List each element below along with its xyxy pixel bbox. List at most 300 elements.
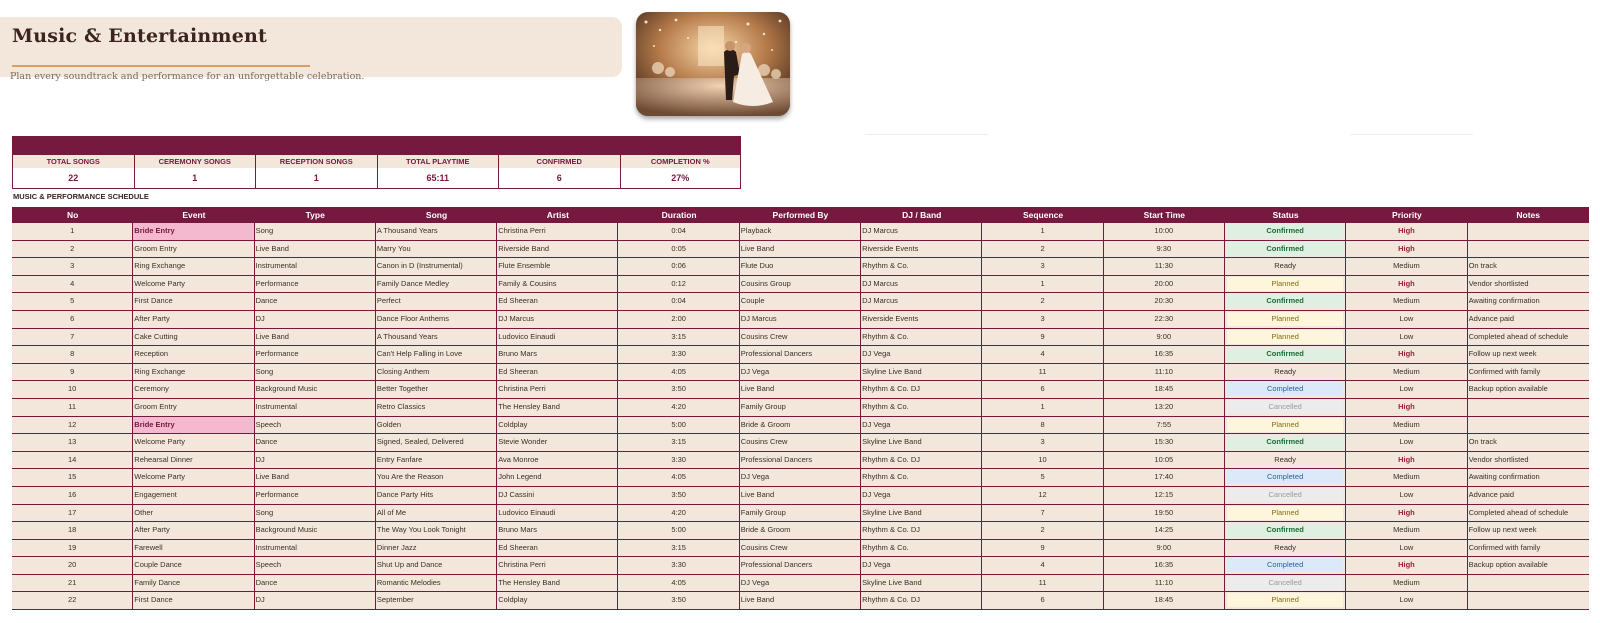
cell-no[interactable]: 15 xyxy=(12,469,133,486)
column-header-duration[interactable]: Duration xyxy=(661,210,697,220)
cell-performed-by[interactable]: Live Band xyxy=(740,592,861,609)
cell-dj-band[interactable]: DJ Vega xyxy=(861,346,982,363)
cell-performed-by[interactable]: DJ Vega xyxy=(740,364,861,381)
cell-artist[interactable]: DJ Marcus xyxy=(497,311,618,328)
cell-performed-by[interactable]: Professional Dancers xyxy=(740,452,861,469)
cell-dj-band[interactable]: Rhythm & Co. DJ xyxy=(861,381,982,398)
cell-sequence[interactable]: 2 xyxy=(982,241,1103,258)
cell-artist[interactable]: Flute Ensemble xyxy=(497,258,618,275)
cell-duration[interactable]: 0:06 xyxy=(618,258,739,275)
cell-artist[interactable]: Ava Monroe xyxy=(497,452,618,469)
cell-start-time[interactable]: 10:00 xyxy=(1104,223,1225,240)
cell-no[interactable]: 7 xyxy=(12,329,133,346)
cell-status[interactable] xyxy=(1225,452,1346,469)
cell-sequence[interactable]: 8 xyxy=(982,417,1103,434)
cell-duration[interactable]: 3:15 xyxy=(618,329,739,346)
cell-sequence[interactable]: 1 xyxy=(982,276,1103,293)
cell-artist[interactable]: Ed Sheeran xyxy=(497,364,618,381)
cell-no[interactable]: 13 xyxy=(12,434,133,451)
cell-priority[interactable]: High xyxy=(1346,223,1467,240)
cell-type[interactable]: Song xyxy=(255,223,376,240)
cell-start-time[interactable]: 11:10 xyxy=(1104,575,1225,592)
cell-priority[interactable]: Low xyxy=(1346,540,1467,557)
cell-event[interactable]: Welcome Party xyxy=(133,469,254,486)
cell-artist[interactable]: Christina Perri xyxy=(497,223,618,240)
cell-artist[interactable]: Bruno Mars xyxy=(497,522,618,539)
cell-song[interactable]: Closing Anthem xyxy=(376,364,497,381)
table-row[interactable] xyxy=(12,311,1589,329)
cell-notes[interactable] xyxy=(1468,241,1589,258)
cell-start-time[interactable]: 7:55 xyxy=(1104,417,1225,434)
cell-dj-band[interactable]: Rhythm & Co. DJ xyxy=(861,452,982,469)
cell-status[interactable] xyxy=(1225,522,1346,539)
cell-sequence[interactable]: 4 xyxy=(982,346,1103,363)
cell-duration[interactable]: 0:05 xyxy=(618,241,739,258)
cell-duration[interactable]: 4:20 xyxy=(618,505,739,522)
cell-performed-by[interactable]: Live Band xyxy=(740,381,861,398)
cell-start-time[interactable]: 9:00 xyxy=(1104,540,1225,557)
cell-no[interactable]: 8 xyxy=(12,346,133,363)
cell-dj-band[interactable]: Skyline Live Band xyxy=(861,364,982,381)
cell-type[interactable]: Live Band xyxy=(255,329,376,346)
cell-artist[interactable]: Christina Perri xyxy=(497,557,618,574)
cell-type[interactable]: Dance xyxy=(255,575,376,592)
cell-song[interactable]: Perfect xyxy=(376,293,497,310)
cell-song[interactable]: Can't Help Falling in Love xyxy=(376,346,497,363)
cell-type[interactable]: DJ xyxy=(255,311,376,328)
cell-type[interactable]: Speech xyxy=(255,417,376,434)
cell-start-time[interactable]: 11:10 xyxy=(1104,364,1225,381)
column-header-performed-by[interactable]: Performed By xyxy=(772,210,829,220)
cell-dj-band[interactable]: DJ Vega xyxy=(861,417,982,434)
cell-song[interactable]: The Way You Look Tonight xyxy=(376,522,497,539)
cell-artist[interactable]: Stevie Wonder xyxy=(497,434,618,451)
cell-no[interactable]: 2 xyxy=(12,241,133,258)
cell-performed-by[interactable]: Cousins Crew xyxy=(740,329,861,346)
cell-type[interactable]: Dance xyxy=(255,293,376,310)
table-row[interactable] xyxy=(12,293,1589,311)
cell-event[interactable]: Family Dance xyxy=(133,575,254,592)
cell-notes[interactable] xyxy=(1468,417,1589,434)
cell-sequence[interactable]: 6 xyxy=(982,381,1103,398)
cell-event[interactable]: First Dance xyxy=(133,592,254,609)
cell-start-time[interactable]: 14:25 xyxy=(1104,522,1225,539)
cell-notes[interactable] xyxy=(1468,575,1589,592)
cell-no[interactable]: 21 xyxy=(12,575,133,592)
cell-song[interactable]: Dance Floor Anthems xyxy=(376,311,497,328)
cell-event[interactable]: After Party xyxy=(133,522,254,539)
cell-type[interactable]: Dance xyxy=(255,434,376,451)
cell-sequence[interactable]: 7 xyxy=(982,505,1103,522)
cell-status[interactable] xyxy=(1225,311,1346,328)
cell-performed-by[interactable]: Live Band xyxy=(740,241,861,258)
cell-type[interactable]: Instrumental xyxy=(255,258,376,275)
table-row[interactable] xyxy=(12,522,1589,540)
cell-no[interactable]: 9 xyxy=(12,364,133,381)
cell-dj-band[interactable]: Rhythm & Co. xyxy=(861,469,982,486)
cell-notes[interactable]: Backup option available xyxy=(1468,384,1548,394)
cell-priority[interactable]: Low xyxy=(1346,381,1467,398)
table-row[interactable] xyxy=(12,540,1589,558)
cell-song[interactable]: Dinner Jazz xyxy=(376,540,497,557)
table-row[interactable] xyxy=(12,487,1589,505)
cell-event[interactable]: Cake Cutting xyxy=(133,329,254,346)
cell-dj-band[interactable]: DJ Marcus xyxy=(861,276,982,293)
cell-priority[interactable]: Low xyxy=(1346,487,1467,504)
cell-dj-band[interactable]: Riverside Events xyxy=(861,311,982,328)
cell-event[interactable]: Engagement xyxy=(133,487,254,504)
cell-status[interactable] xyxy=(1225,346,1346,363)
cell-start-time[interactable]: 15:30 xyxy=(1104,434,1225,451)
cell-no[interactable]: 17 xyxy=(12,505,133,522)
cell-status[interactable] xyxy=(1225,399,1346,416)
cell-song[interactable]: Retro Classics xyxy=(376,399,497,416)
cell-dj-band[interactable]: DJ Vega xyxy=(861,487,982,504)
cell-song[interactable]: Entry Fanfare xyxy=(376,452,497,469)
cell-no[interactable]: 4 xyxy=(12,276,133,293)
cell-artist[interactable]: Riverside Band xyxy=(497,241,618,258)
table-row[interactable] xyxy=(12,575,1589,593)
cell-sequence[interactable]: 11 xyxy=(982,364,1103,381)
cell-status[interactable] xyxy=(1225,557,1346,574)
cell-status[interactable] xyxy=(1225,276,1346,293)
cell-dj-band[interactable]: Rhythm & Co. xyxy=(861,540,982,557)
column-header-event[interactable]: Event xyxy=(182,210,206,220)
cell-duration[interactable]: 5:00 xyxy=(618,417,739,434)
table-row[interactable] xyxy=(12,399,1589,417)
cell-event[interactable]: Groom Entry xyxy=(133,399,254,416)
cell-priority[interactable]: High xyxy=(1346,557,1467,574)
cell-notes[interactable]: Vendor shortlisted xyxy=(1468,454,1529,464)
cell-type[interactable]: DJ xyxy=(255,592,376,609)
cell-type[interactable]: Performance xyxy=(255,346,376,363)
cell-priority[interactable]: High xyxy=(1346,399,1467,416)
table-row[interactable] xyxy=(12,346,1589,364)
cell-event[interactable]: Other xyxy=(133,505,254,522)
cell-status[interactable] xyxy=(1225,592,1346,609)
cell-artist[interactable]: Christina Perri xyxy=(497,381,618,398)
cell-artist[interactable]: The Hensley Band xyxy=(497,575,618,592)
cell-notes[interactable] xyxy=(1468,592,1589,609)
cell-priority[interactable]: High xyxy=(1346,346,1467,363)
column-header-dj-band[interactable]: DJ / Band xyxy=(902,210,942,220)
cell-song[interactable]: Shut Up and Dance xyxy=(376,557,497,574)
cell-song[interactable]: Golden xyxy=(376,417,497,434)
cell-start-time[interactable]: 16:35 xyxy=(1104,346,1225,363)
cell-status[interactable] xyxy=(1225,469,1346,486)
cell-start-time[interactable]: 22:30 xyxy=(1104,311,1225,328)
cell-start-time[interactable]: 9:00 xyxy=(1104,329,1225,346)
cell-artist[interactable]: John Legend xyxy=(497,469,618,486)
cell-type[interactable]: Background Music xyxy=(255,381,376,398)
cell-no[interactable]: 1 xyxy=(12,223,133,240)
cell-type[interactable]: Live Band xyxy=(255,469,376,486)
cell-performed-by[interactable]: Family Group xyxy=(740,505,861,522)
table-row[interactable] xyxy=(12,505,1589,523)
cell-no[interactable]: 3 xyxy=(12,258,133,275)
cell-notes[interactable]: Vendor shortlisted xyxy=(1468,278,1529,288)
cell-type[interactable]: Instrumental xyxy=(255,399,376,416)
cell-duration[interactable]: 4:20 xyxy=(618,399,739,416)
cell-dj-band[interactable]: DJ Marcus xyxy=(861,293,982,310)
cell-performed-by[interactable]: DJ Vega xyxy=(740,575,861,592)
column-header-notes[interactable]: Notes xyxy=(1516,210,1541,220)
cell-event[interactable]: Reception xyxy=(133,346,254,363)
cell-notes[interactable] xyxy=(1468,399,1589,416)
cell-status[interactable] xyxy=(1225,223,1346,240)
table-row[interactable] xyxy=(12,329,1589,347)
cell-dj-band[interactable]: Rhythm & Co. xyxy=(861,329,982,346)
table-row[interactable] xyxy=(12,223,1589,241)
cell-sequence[interactable]: 4 xyxy=(982,557,1103,574)
cell-status[interactable] xyxy=(1225,540,1346,557)
cell-duration[interactable]: 3:30 xyxy=(618,346,739,363)
cell-start-time[interactable]: 10:05 xyxy=(1104,452,1225,469)
cell-notes[interactable]: Confirmed with family xyxy=(1468,366,1541,376)
cell-start-time[interactable]: 18:45 xyxy=(1104,592,1225,609)
cell-notes[interactable]: On track xyxy=(1468,261,1497,271)
cell-start-time[interactable]: 9:30 xyxy=(1104,241,1225,258)
cell-song[interactable]: Dance Party Hits xyxy=(376,487,497,504)
cell-event[interactable]: Welcome Party xyxy=(133,434,254,451)
table-row[interactable] xyxy=(12,241,1589,259)
table-row[interactable] xyxy=(12,434,1589,452)
cell-song[interactable]: September xyxy=(376,592,497,609)
cell-performed-by[interactable]: Playback xyxy=(740,223,861,240)
table-row[interactable] xyxy=(12,417,1589,435)
cell-song[interactable]: Canon in D (Instrumental) xyxy=(376,258,497,275)
column-header-song[interactable]: Song xyxy=(425,210,448,220)
cell-notes[interactable]: Backup option available xyxy=(1468,560,1548,570)
cell-priority[interactable]: Medium xyxy=(1346,293,1467,310)
cell-event[interactable]: Ring Exchange xyxy=(133,364,254,381)
cell-priority[interactable]: Medium xyxy=(1346,522,1467,539)
cell-performed-by[interactable]: Professional Dancers xyxy=(740,557,861,574)
table-row[interactable] xyxy=(12,557,1589,575)
table-row[interactable] xyxy=(12,381,1589,399)
cell-type[interactable]: Song xyxy=(255,505,376,522)
cell-performed-by[interactable]: Live Band xyxy=(740,487,861,504)
cell-type[interactable]: Performance xyxy=(255,487,376,504)
cell-song[interactable]: A Thousand Years xyxy=(376,223,497,240)
cell-notes[interactable]: Advance paid xyxy=(1468,489,1515,499)
cell-event[interactable]: Ring Exchange xyxy=(133,258,254,275)
cell-performed-by[interactable]: Cousins Crew xyxy=(740,434,861,451)
cell-song[interactable]: Romantic Melodies xyxy=(376,575,497,592)
cell-type[interactable]: Live Band xyxy=(255,241,376,258)
cell-priority[interactable]: Medium xyxy=(1346,258,1467,275)
cell-type[interactable]: DJ xyxy=(255,452,376,469)
cell-sequence[interactable]: 3 xyxy=(982,311,1103,328)
column-header-start-time[interactable]: Start Time xyxy=(1143,210,1186,220)
cell-notes[interactable]: Completed ahead of schedule xyxy=(1468,507,1569,517)
cell-no[interactable]: 11 xyxy=(12,399,133,416)
cell-event[interactable]: Rehearsal Dinner xyxy=(133,452,254,469)
cell-dj-band[interactable]: Riverside Events xyxy=(861,241,982,258)
cell-status[interactable] xyxy=(1225,364,1346,381)
cell-duration[interactable]: 2:00 xyxy=(618,311,739,328)
cell-priority[interactable]: Low xyxy=(1346,434,1467,451)
cell-event[interactable]: Groom Entry xyxy=(133,241,254,258)
cell-sequence[interactable]: 1 xyxy=(982,399,1103,416)
cell-song[interactable]: Marry You xyxy=(376,241,497,258)
cell-no[interactable]: 6 xyxy=(12,311,133,328)
cell-sequence[interactable]: 11 xyxy=(982,575,1103,592)
cell-type[interactable]: Song xyxy=(255,364,376,381)
cell-notes[interactable]: Awaiting confirmation xyxy=(1468,296,1540,306)
cell-priority[interactable]: High xyxy=(1346,241,1467,258)
cell-event[interactable]: Bride Entry xyxy=(133,223,254,240)
cell-duration[interactable]: 3:30 xyxy=(618,557,739,574)
cell-artist[interactable]: Ludovico Einaudi xyxy=(497,329,618,346)
cell-status[interactable] xyxy=(1225,434,1346,451)
cell-start-time[interactable]: 16:35 xyxy=(1104,557,1225,574)
cell-no[interactable]: 5 xyxy=(12,293,133,310)
cell-status[interactable] xyxy=(1225,293,1346,310)
cell-status[interactable] xyxy=(1225,381,1346,398)
cell-artist[interactable]: The Hensley Band xyxy=(497,399,618,416)
cell-no[interactable]: 18 xyxy=(12,522,133,539)
cell-priority[interactable]: High xyxy=(1346,452,1467,469)
cell-status[interactable] xyxy=(1225,487,1346,504)
cell-artist[interactable]: Ed Sheeran xyxy=(497,540,618,557)
cell-dj-band[interactable]: Rhythm & Co. xyxy=(861,399,982,416)
cell-performed-by[interactable]: DJ Vega xyxy=(740,469,861,486)
cell-notes[interactable]: Follow up next week xyxy=(1468,525,1537,535)
cell-dj-band[interactable]: DJ Marcus xyxy=(861,223,982,240)
cell-duration[interactable]: 3:50 xyxy=(618,381,739,398)
cell-priority[interactable]: Medium xyxy=(1346,469,1467,486)
cell-dj-band[interactable]: Skyline Live Band xyxy=(861,505,982,522)
cell-priority[interactable]: Low xyxy=(1346,592,1467,609)
cell-priority[interactable]: Medium xyxy=(1346,417,1467,434)
cell-dj-band[interactable]: Rhythm & Co. DJ xyxy=(861,522,982,539)
table-row[interactable] xyxy=(12,592,1589,610)
table-row[interactable] xyxy=(12,452,1589,470)
cell-song[interactable]: Family Dance Medley xyxy=(376,276,497,293)
cell-notes[interactable]: Confirmed with family xyxy=(1468,542,1541,552)
cell-status[interactable] xyxy=(1225,575,1346,592)
cell-event[interactable]: Farewell xyxy=(133,540,254,557)
cell-performed-by[interactable]: Bride & Groom xyxy=(740,522,861,539)
cell-start-time[interactable]: 20:30 xyxy=(1104,293,1225,310)
cell-song[interactable]: All of Me xyxy=(376,505,497,522)
cell-status[interactable] xyxy=(1225,505,1346,522)
cell-duration[interactable]: 5:00 xyxy=(618,522,739,539)
cell-event[interactable]: Ceremony xyxy=(133,381,254,398)
cell-performed-by[interactable]: Cousins Crew xyxy=(740,540,861,557)
cell-notes[interactable]: Follow up next week xyxy=(1468,349,1537,359)
cell-priority[interactable]: High xyxy=(1346,505,1467,522)
cell-duration[interactable]: 0:04 xyxy=(618,223,739,240)
cell-duration[interactable]: 3:15 xyxy=(618,434,739,451)
cell-duration[interactable]: 0:12 xyxy=(618,276,739,293)
cell-priority[interactable]: Medium xyxy=(1346,364,1467,381)
cell-notes[interactable]: On track xyxy=(1468,437,1497,447)
cell-duration[interactable]: 3:15 xyxy=(618,540,739,557)
cell-artist[interactable]: Bruno Mars xyxy=(497,346,618,363)
column-header-sequence[interactable]: Sequence xyxy=(1022,210,1064,220)
cell-song[interactable]: Signed, Sealed, Delivered xyxy=(376,434,497,451)
cell-song[interactable]: A Thousand Years xyxy=(376,329,497,346)
cell-performed-by[interactable]: Professional Dancers xyxy=(740,346,861,363)
cell-performed-by[interactable]: Cousins Group xyxy=(740,276,861,293)
cell-artist[interactable]: DJ Cassini xyxy=(497,487,618,504)
cell-sequence[interactable]: 12 xyxy=(982,487,1103,504)
cell-dj-band[interactable]: Skyline Live Band xyxy=(861,434,982,451)
column-header-status[interactable]: Status xyxy=(1272,210,1299,220)
cell-sequence[interactable]: 3 xyxy=(982,434,1103,451)
cell-status[interactable] xyxy=(1225,417,1346,434)
cell-status[interactable] xyxy=(1225,241,1346,258)
cell-type[interactable]: Instrumental xyxy=(255,540,376,557)
cell-performed-by[interactable]: Family Group xyxy=(740,399,861,416)
cell-start-time[interactable]: 20:00 xyxy=(1104,276,1225,293)
cell-sequence[interactable]: 5 xyxy=(982,469,1103,486)
cell-no[interactable]: 19 xyxy=(12,540,133,557)
cell-duration[interactable]: 4:05 xyxy=(618,575,739,592)
cell-performed-by[interactable]: Couple xyxy=(740,293,861,310)
cell-sequence[interactable]: 1 xyxy=(982,223,1103,240)
cell-notes[interactable] xyxy=(1468,223,1589,240)
cell-start-time[interactable]: 13:20 xyxy=(1104,399,1225,416)
cell-sequence[interactable]: 6 xyxy=(982,592,1103,609)
cell-start-time[interactable]: 18:45 xyxy=(1104,381,1225,398)
table-row[interactable] xyxy=(12,469,1589,487)
cell-dj-band[interactable]: Skyline Live Band xyxy=(861,575,982,592)
cell-duration[interactable]: 4:05 xyxy=(618,469,739,486)
cell-no[interactable]: 16 xyxy=(12,487,133,504)
cell-duration[interactable]: 0:04 xyxy=(618,293,739,310)
cell-start-time[interactable]: 11:30 xyxy=(1104,258,1225,275)
cell-sequence[interactable]: 9 xyxy=(982,540,1103,557)
cell-event[interactable]: After Party xyxy=(133,311,254,328)
cell-no[interactable]: 12 xyxy=(12,417,133,434)
cell-sequence[interactable]: 3 xyxy=(982,258,1103,275)
table-row[interactable] xyxy=(12,258,1589,276)
cell-priority[interactable]: Low xyxy=(1346,311,1467,328)
cell-notes[interactable]: Awaiting confirmation xyxy=(1468,472,1540,482)
cell-performed-by[interactable]: DJ Marcus xyxy=(740,311,861,328)
cell-no[interactable]: 22 xyxy=(12,592,133,609)
cell-type[interactable]: Background Music xyxy=(255,522,376,539)
cell-no[interactable]: 14 xyxy=(12,452,133,469)
cell-start-time[interactable]: 17:40 xyxy=(1104,469,1225,486)
cell-status[interactable] xyxy=(1225,258,1346,275)
cell-sequence[interactable]: 10 xyxy=(982,452,1103,469)
cell-artist[interactable]: Coldplay xyxy=(497,592,618,609)
cell-artist[interactable]: Ludovico Einaudi xyxy=(497,505,618,522)
column-header-type[interactable]: Type xyxy=(305,210,325,220)
cell-dj-band[interactable]: Rhythm & Co. DJ xyxy=(861,592,982,609)
cell-song[interactable]: You Are the Reason xyxy=(376,469,497,486)
cell-no[interactable]: 20 xyxy=(12,557,133,574)
cell-sequence[interactable]: 9 xyxy=(982,329,1103,346)
cell-artist[interactable]: Coldplay xyxy=(497,417,618,434)
cell-performed-by[interactable]: Bride & Groom xyxy=(740,417,861,434)
cell-duration[interactable]: 3:50 xyxy=(618,592,739,609)
cell-event[interactable]: Welcome Party xyxy=(133,276,254,293)
cell-priority[interactable]: Low xyxy=(1346,329,1467,346)
cell-type[interactable]: Speech xyxy=(255,557,376,574)
cell-performed-by[interactable]: Flute Duo xyxy=(740,258,861,275)
cell-notes[interactable]: Completed ahead of schedule xyxy=(1468,331,1569,341)
cell-artist[interactable]: Family & Cousins xyxy=(497,276,618,293)
column-header-artist[interactable]: Artist xyxy=(546,210,569,220)
cell-song[interactable]: Better Together xyxy=(376,381,497,398)
cell-priority[interactable]: Medium xyxy=(1346,575,1467,592)
cell-type[interactable]: Performance xyxy=(255,276,376,293)
